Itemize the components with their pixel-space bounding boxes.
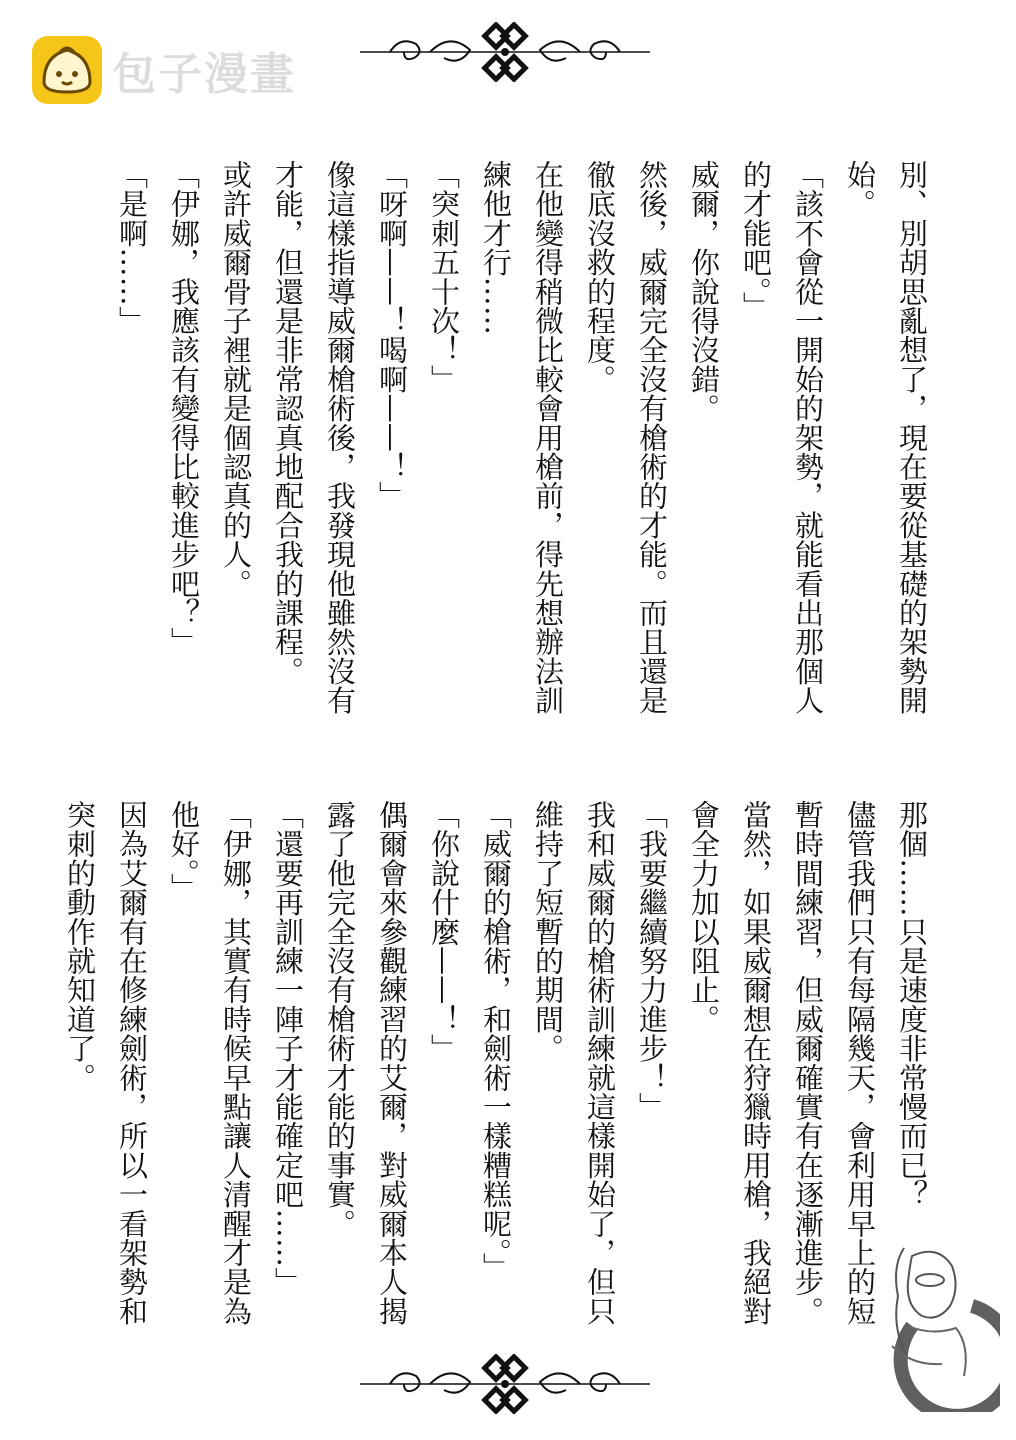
lower-text-block [54, 800, 938, 1340]
paragraph: 別、別胡思亂想了，現在要從基礎的架勢開始。 [843, 160, 929, 715]
dialogue: 「該不會從一開始的架勢，就能看出那個人的才能吧。」 [739, 160, 825, 715]
dialogue: 「你說什麼——！」 [427, 800, 461, 1063]
dialogue: 「威爾的槍術，和劍術一樣糟糕呢。」 [479, 800, 513, 1282]
paragraph: 在他變得稍微比較會用槍前，得先想辦法訓練他才行…… [479, 160, 565, 715]
dialogue: 「伊娜，我應該有變得比較進步吧？」 [167, 160, 201, 657]
paragraph: 或許威爾骨子裡就是個認真的人。 [219, 160, 253, 598]
dialogue: 「我要繼續努力進步！」 [635, 800, 669, 1122]
paragraph: 偶爾會來參觀練習的艾爾，對威爾本人揭露了他完全沒有槍術才能的事實。 [323, 800, 409, 1326]
scanner-stamp-icon [852, 1236, 1000, 1412]
upper-text-block [106, 160, 938, 720]
dialogue: 「是啊……」 [115, 160, 149, 336]
paragraph: 威爾，你說得沒錯。 [687, 160, 721, 423]
dialogue: 「還要再訓練一陣子才能確定吧……」 [271, 800, 305, 1297]
paragraph: 當然，如果威爾想在狩獵時用槍，我絕對會全力加以阻止。 [687, 800, 773, 1326]
site-name: 包子漫畫 [112, 49, 296, 100]
paragraph: 我和威爾的槍術訓練就這樣開始了，但只維持了短暫的期間。 [531, 800, 617, 1326]
bun-logo-icon [32, 36, 102, 104]
paragraph: 像這樣指導威爾槍術後，我發現他雖然沒有才能，但還是非常認真地配合我的課程。 [271, 160, 357, 715]
site-logo [32, 36, 296, 104]
paragraph: 那個……只是速度非常慢而已？ [895, 800, 929, 1209]
paragraph: 因為艾爾有在修練劍術，所以一看架勢和突刺的動作就知道了。 [63, 800, 149, 1326]
top-ornament-divider [360, 22, 650, 82]
dialogue: 「呀啊——！喝啊——！」 [375, 160, 409, 511]
dialogue: 「突刺五十次！」 [427, 160, 461, 394]
dialogue: 「伊娜，其實有時候早點讓人清醒才是為他好。」 [167, 800, 253, 1326]
paragraph: 儘管我們只有每隔幾天，會利用早上的短暫時間練習，但威爾確實有在逐漸進步。 [791, 800, 877, 1326]
paragraph: 然後，威爾完全沒有槍術的才能。而且還是徹底沒救的程度。 [583, 160, 669, 715]
bottom-ornament-divider [360, 1354, 650, 1414]
